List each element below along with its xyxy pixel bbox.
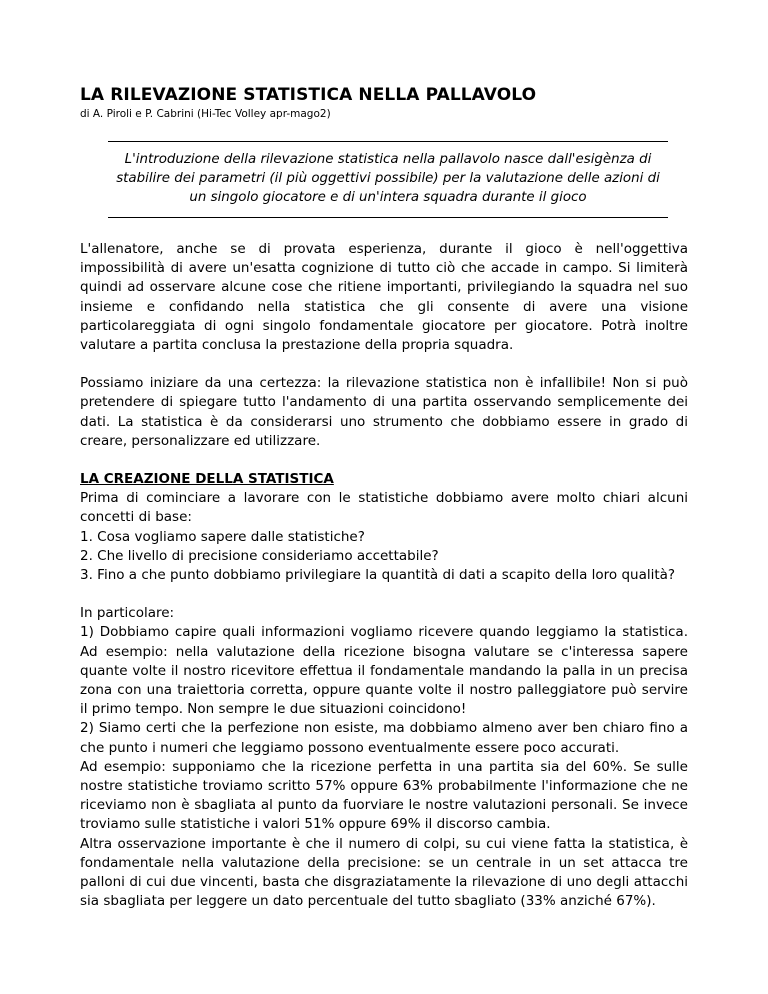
paragraph-1: L'allenatore, anche se di provata esperienza, durante il gioco è nell'oggettiva impossibilità di avere un'esatta cognizione di tutto ciò che accade in campo. Si limiterà quindi ad osservare alcune cose che ritiene importanti, privilegiando la squadra nel suo insieme e confidando nella statistica che gli consente di avere una visione particolareggiata di ogni singolo fondamentale giocatore per giocatore. Potrà inoltre valutare a partita conclusa la prestazione della propria squadra. (80, 241, 688, 354)
section-intro: Prima di cominciare a lavorare con le statistiche dobbiamo avere molto chiari alcuni concetti di base: (80, 490, 688, 526)
in-particolare-label: In particolare: (80, 605, 175, 622)
abstract-box: L'introduzione della rilevazione statistica nella pallavolo nasce dall'esigènza di stabilire dei parametri (il più oggettivi possibile) per la valutazione delle azioni di un singolo giocatore e di un'intera squadra durante il gioco (108, 141, 668, 218)
point-1: 1) Dobbiamo capire quali informazioni vogliamo ricevere quando leggiamo la statistica. Ad esempio: nella valutazione della ricezione bisogna valutare se c'interessa sapere quante volte il nostro ricevitore effettua il fondamentale mandando la palla in un precisa zona con una traiettoria corretta, oppure quante volte il nostro palleggiatore può servire il primo tempo. Non sempre le due situazioni coincidono! (80, 624, 688, 718)
observation-paragraph: Altra osservazione importante è che il numero di colpi, su cui viene fatta la statistica, è fondamentale nella valutazione della precisione: se un centrale in un set attacca tre palloni di cui due vincenti, basta che disgraziatamente la rilevazione di uno degli attacchi sia sbagliata per leggere un dato percentuale del tutto sbagliato (33% anziché 67%). (80, 835, 688, 910)
byline: di A. Piroli e P. Cabrini (Hi-Tec Volley apr-mago2) (80, 108, 331, 120)
point-2: 2) Siamo certi che la perfezione non esiste, ma dobbiamo almeno aver ben chiaro fino a che punto i numeri che leggiamo possono eventualmente essere poco accurati. (80, 720, 688, 756)
question-2: 2. Che livello di precisione consideriamo accettabile? (80, 547, 439, 564)
document-page (80, 84, 688, 912)
paragraph-2: Possiamo iniziare da una certezza: la rilevazione statistica non è infallibile! Non si può pretendere di spiegare tutto l'andamento di una partita osservando semplicemente dei dati. La statistica è da considerarsi uno strumento che dobbiamo essere in grado di creare, personalizzare ed utilizzare. (80, 375, 688, 449)
example-paragraph: Ad esempio: supponiamo che la ricezione perfetta in una partita sia del 60%. Se sulle nostre statistiche troviamo scritto 57% oppure 63% probabilmente l'informazione che ne riceviamo non è sbagliata al punto da fuorviare le nostre valutazioni personali. Se invece troviamo sulle statistiche i valori 51% oppure 69% il discorso cambia. (80, 758, 688, 833)
question-3: 3. Fino a che punto dobbiamo privilegiare la quantità di dati a scapito della loro qualità? (80, 567, 676, 584)
section-heading (80, 470, 688, 489)
section-heading-text: LA CREAZIONE DELLA STATISTICA (80, 471, 334, 488)
question-1: 1. Cosa vogliamo sapere dalle statistiche? (80, 528, 365, 545)
document-title: LA RILEVAZIONE STATISTICA NELLA PALLAVOLO (80, 85, 537, 105)
